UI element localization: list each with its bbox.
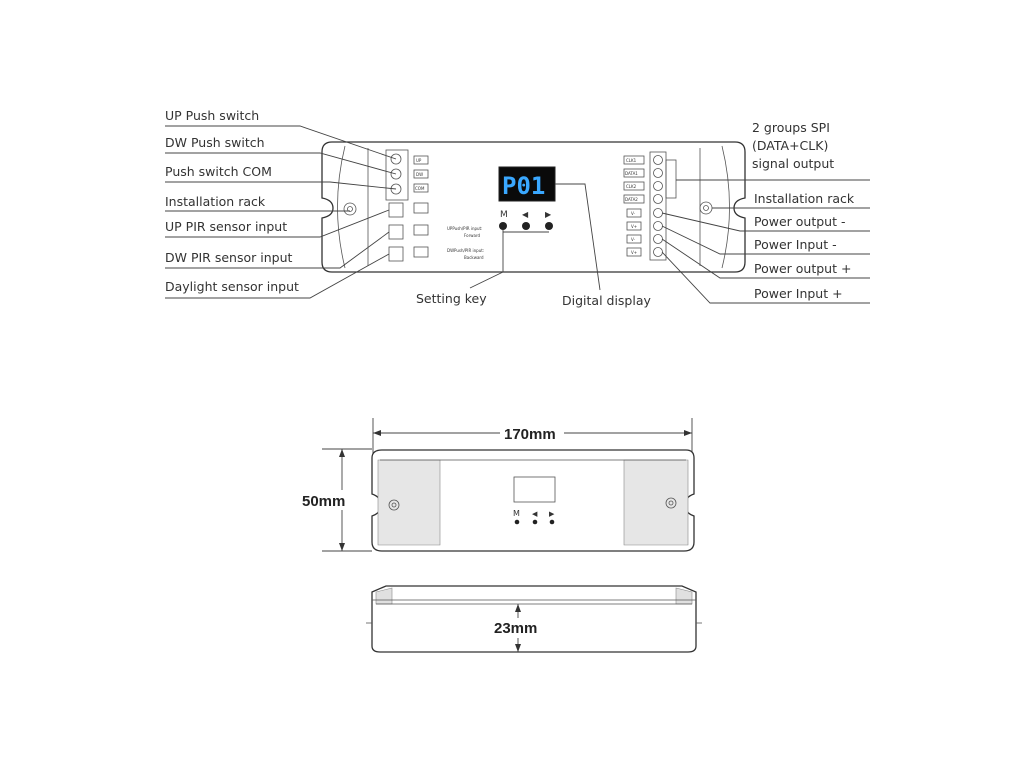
front-key-label-mode: M [513,509,520,518]
key-label-left: ◀ [522,210,529,219]
key-label-right: ▶ [545,210,552,219]
right-tag-data2: DATA2 [625,197,638,202]
label-spi-line2: (DATA+CLK) [752,138,829,153]
label-power-output-minus: Power output - [754,214,846,229]
forward-note: Forward [464,233,481,238]
dw-input-note: DWPush/PIR input: [447,248,485,253]
right-tag-vminus-1: V- [631,211,635,216]
mode-key-button[interactable] [499,222,507,230]
front-key-label-right: ▶ [549,510,555,518]
right-key-button[interactable] [545,222,553,230]
label-push-switch-com: Push switch COM [165,164,272,179]
backward-note: Backward [464,255,484,260]
right-tag-data1: DATA1 [625,171,638,176]
right-tag-vplus-1: V+ [631,224,638,229]
label-power-input-minus: Power Input - [754,237,837,252]
height-dimension-label: 50mm [302,493,346,510]
right-tag-vplus-2: V+ [631,250,638,255]
front-view-device [300,418,694,551]
front-right-key[interactable] [550,520,555,525]
front-left-key[interactable] [533,520,538,525]
left-tag-up: UP [416,158,422,163]
label-digital-display: Digital display [562,293,651,308]
label-daylight-sensor: Daylight sensor input [165,279,299,294]
label-installation-rack-left: Installation rack [165,194,266,209]
width-dimension-label: 170mm [504,426,556,443]
label-setting-key: Setting key [416,291,487,306]
left-tag-dw: DW [416,172,424,177]
depth-dimension-label: 23mm [494,620,538,637]
label-spi-line1: 2 groups SPI [752,120,830,135]
up-input-note: UPPush/PIR input: [447,226,483,231]
label-power-output-plus: Power output + [754,261,852,276]
left-tag-com: COM [415,186,425,191]
right-tag-clk2: CLK2 [626,184,637,189]
label-dw-push-switch: DW Push switch [165,135,265,150]
label-dw-pir-sensor: DW PIR sensor input [165,250,293,265]
left-key-button[interactable] [522,222,530,230]
label-power-input-plus: Power Input + [754,286,843,301]
side-view-device [366,586,702,652]
label-up-pir-sensor: UP PIR sensor input [165,219,288,234]
right-tag-vminus-2: V- [631,237,635,242]
label-installation-rack-right: Installation rack [754,191,855,206]
front-key-label-left: ◀ [532,510,538,518]
digital-display-readout: P01 [502,172,546,200]
key-label-mode: M [500,210,508,220]
label-spi-line3: signal output [752,156,835,171]
right-tag-clk1: CLK1 [626,158,637,163]
label-up-push-switch: UP Push switch [165,108,260,123]
front-mode-key[interactable] [515,520,520,525]
